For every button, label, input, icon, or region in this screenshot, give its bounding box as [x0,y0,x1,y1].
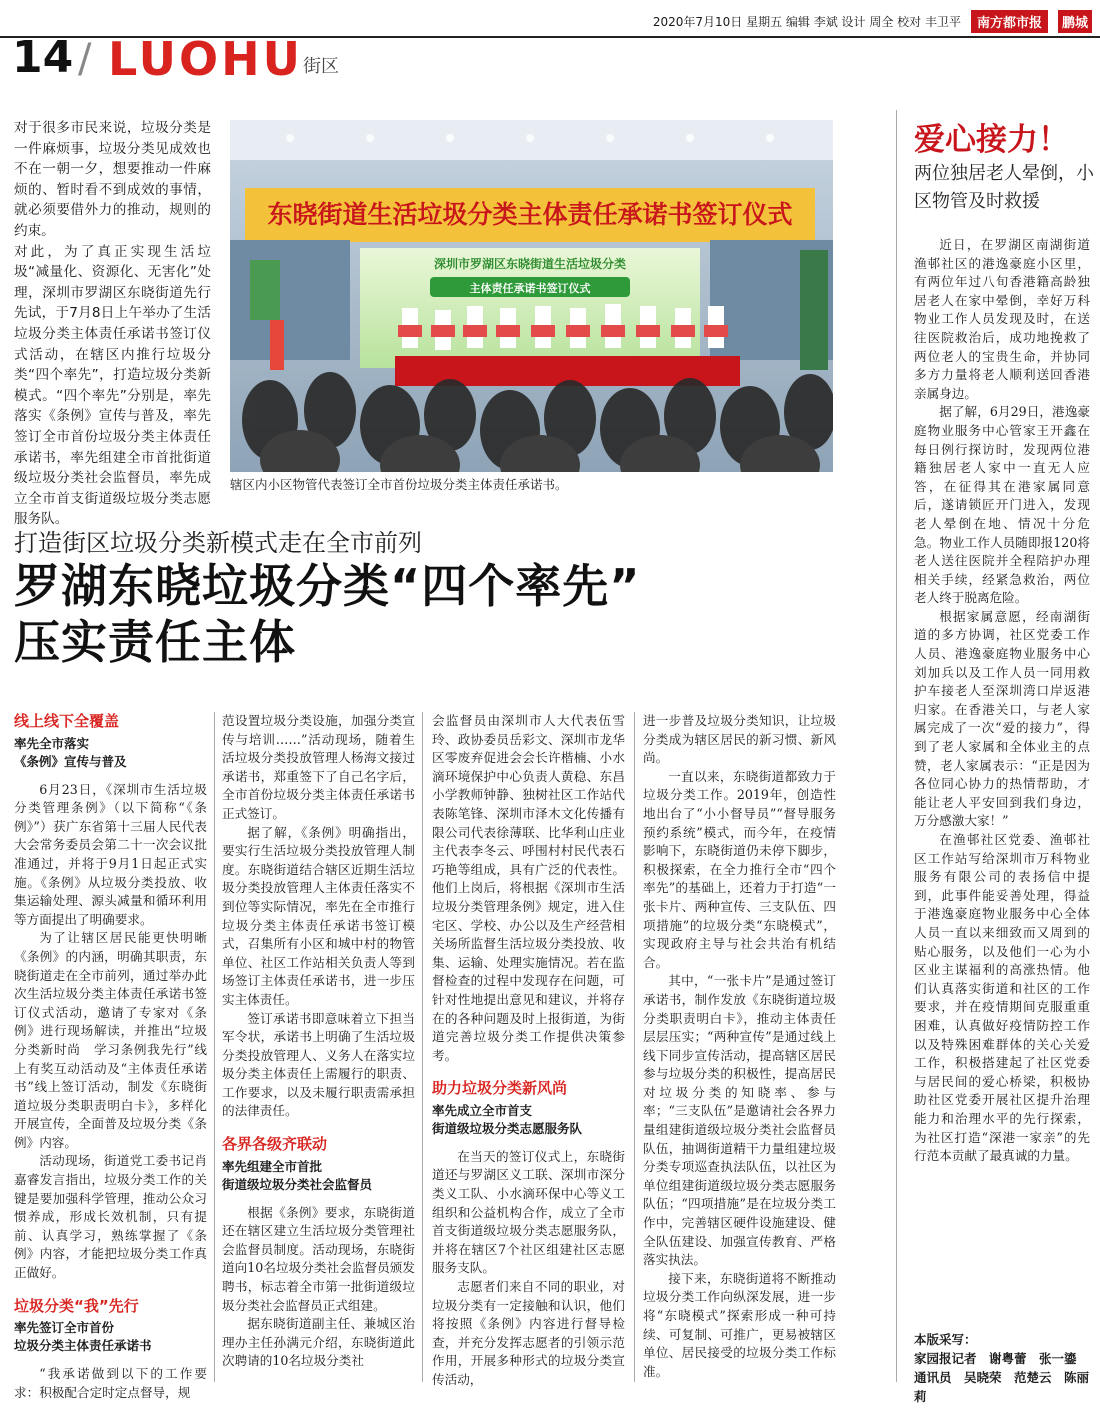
subheading-desc-line: 率先签订全市首份 [14,1320,115,1336]
sub-brand-logo: 鹏城 [1058,10,1092,33]
body-paragraph: 为了让辖区居民能更快明晰《条例》的内涵，明确其职责，东晓街道走在全市前列，通过举办此次生活垃圾分类主体责任承诺书签订仪式活动，邀请了专家对《条例》进行现场解读，并推出“垃圾分类新时尚 学习条例我先行”线上有奖互动活动及“主体责任承诺书”线上签订活动，制发《东晓街道垃圾分类职责明白卡》，多样化开展宣传，全面普及垃圾分类《条例》内容。 [14,930,207,1150]
body-paragraph: 其中，“一张卡片”是通过签订承诺书，制作发放《东晓街道垃圾分类职责明白卡》，推动主体责任层层压实；“两种宣传”是通过线上线下同步宣传活动，提高辖区居民参与垃圾分类的积极性，提高居民对垃圾分类的知晓率、参与率；“三支队伍”是邀请社会各界力量组建街道级垃圾分类社会监督员队伍，抽调街道精干力量组建垃圾分类专项巡查执法队伍，以社区为单位组建街道级垃圾分类志愿服务队伍；“四项措施”是在垃圾分类工作中，完善辖区硬件设施建设、健全队伍建设、加强宣传教育、严格落实执法。 [643,973,836,1268]
subheading-desc-line: 《条例》宣传与普及 [14,753,127,769]
body-paragraph: 会监督员由深圳市人大代表伍雪玲、政协委员岳彩文、深圳市龙华区零废弃促进会会长许楷楠、小水滴环境保护中心负责人黄稳、东昌小学教师钟静、独树社区工作站代表陈笔锋、深圳市泽木文化传播有限公司代表徐薄联、比华利山庄业主代表李冬云、呼围村村民代表石巧艳等组成，具有广泛的代表性。他们上岗后，将根据《深圳市生活垃圾分类管理条例》规定，进入住宅区、学校、办公以及生产经营相关场所监督生活垃圾分类投放、收集、运输、处理实施情况。若在监督检查的过程中发现存在问题，可针对性地提出意见和建议，并将存在的各种问题及时上报街道，为街道完善垃圾分类工作提供决策参考。 [432,713,625,1063]
column-divider [634,712,635,1382]
article-column-3 [432,712,625,1390]
body-paragraph: 据了解，6月29日，港逸豪庭物业服务中心管家王开鑫在每日例行探访时，发现两位港籍独居老人家中一直无人应答，在征得其在港家属同意后，遂请锁匠开门进入，发现老人晕倒在地、情况十分危急。物业工作人员随即报120将老人送往医院并全程陪护办理相关手续，经紧急救治，两位老人终于脱离危险。 [914,404,1090,606]
headline-line-2: 压实责任主体 [14,615,296,669]
body-paragraph: 近日，在罗湖区南湖街道渔邨社区的港逸豪庭小区里，有两位年过八旬香港籍高龄独居老人在家中晕倒，幸好万科物业工作人员发现及时，在送往医院救治后，成功地挽救了两位老人的宝贵生命，并协同多方力量将老人顺利送回香港亲属身边。 [914,237,1090,401]
subheading-desc [14,735,207,771]
event-photo [230,120,833,472]
credits [914,1330,1100,1406]
body-paragraph: 根据《条例》要求，东晓街道还在辖区建立生活垃圾分类管理社会监督员制度。活动现场，东晓街道向10名垃圾分类社会监督员颁发聘书，标志着全市第一批街道级垃圾分类社会监督员正式组建。 [222,1204,415,1313]
column-divider [422,712,423,1382]
page-number: 14 [12,32,74,83]
article-column-1 [14,712,207,1402]
section-tag: 街区 [303,56,339,77]
subheading-desc-line: 街道级垃圾分类社会监督员 [222,1176,373,1192]
section-title: LUOHU [108,32,303,86]
body-paragraph: “我承诺做到以下的工作要求：积极配合定时定点督导，规 [14,1366,207,1400]
screen-line-1: 深圳市罗湖区东晓街道生活垃圾分类 [433,257,627,271]
body-paragraph: 范设置垃圾分类设施，加强分类宣传与培训……”活动现场，随着生活垃圾分类投放管理人杨海文接过承诺书，郑重签下了自己名字后，全市首份垃圾分类主体责任承诺书正式签订。 [222,713,415,821]
credits-label: 本版采写： [914,1332,977,1347]
subheading-desc-line: 率先全市落实 [14,735,90,751]
body-paragraph: 在当天的签订仪式上，东晓街道还与罗湖区义工联、深圳市深分类义工队、小水滴环保中心等义工组织和公益机构合作，成立了全市首支街道级垃圾分类志愿服务队，并将在辖区7个社区组建社区志愿服务支队。 [432,1148,625,1276]
subheading-desc [432,1102,625,1138]
body-paragraph: 据了解，《条例》明确指出，要实行生活垃圾分类投放管理人制度。东晓街道结合辖区近期生活垃圾分类投放管理人主体责任落实不到位等实际情况，率先在全市推行垃圾分类主体责任承诺书签订模式，召集所有小区和城中村的物管单位、社区工作站相关负责人等到场签订主体责任承诺书，进一步压实主体责任。 [222,824,415,1007]
newspaper-logo: 南方都市报 [971,10,1048,33]
sidebar-article [914,236,1090,1166]
sidebar-headline: 爱心接力！ [914,122,1069,158]
body-paragraph: 活动现场，街道党工委书记肖嘉睿发言指出，垃圾分类工作的关键是要加强科学管理，推动公众习惯养成，形成长效机制，只有提前、认真学习，熟练掌握了《条例》内容，才能把垃圾分类工作真正做好。 [14,1153,207,1281]
article-column-4 [643,712,836,1381]
page-slash: / [78,36,92,82]
body-paragraph: 一直以来，东晓街道都致力于垃圾分类工作。2019年，创造性地出台了“小小督导员”“督导服务预约系统”模式，而今年，在疫情影响下，东晓街道仍未停下脚步，积极探索，在全力推行全市“四个率先”的基础上，还着力于打造“一张卡片、两种宣传、三支队伍、四项措施”的垃圾分类“东晓模式”，实现政府主导与社会共治有机结合。 [643,768,836,970]
subheading-desc-line: 垃圾分类主体责任承诺书 [14,1338,152,1354]
lead-paragraph: 对于很多市民来说，垃圾分类是一件麻烦事，垃圾分类见成效也不在一朝一夕，想要推动一件麻烦的、暂时看不到成效的事情，就必须要借外力的推动，规则的约束。 [14,120,211,239]
body-paragraph: 在渔邨社区党委、渔邨社区工作站写给深圳市万科物业服务有限公司的表扬信中提到，此事件能妥善处理，得益于港逸豪庭物业服务中心全体人员一直以来细致而又周到的贴心服务，以及他们一心为小区业主谋福利的高涨热情。他们认真落实街道和社区的工作要求，并在疫情期间克服重重困难，认真做好疫情防控工作以及特殊困难群体的关心关爱工作，积极搭建起了社区党委与居民间的爱心桥梁，积极协助社区党委开展社区提升治理能力和治理水平的先行探索，为社区打造“深港一家亲”的先行范本贡献了最真诚的力量。 [914,832,1090,1164]
subheading-desc-line: 街道级垃圾分类志愿服务队 [432,1120,583,1136]
banner-text: 东晓街道生活垃圾分类主体责任承诺书签订仪式 [267,200,793,229]
event-photo-illustration [230,120,833,472]
body-paragraph: 6月23日，《深圳市生活垃圾分类管理条例》（以下简称“《条例》”）获广东省第十三届人民代表大会常务委员会第二十一次会议批准通过，并将于9月1日起正式实施。《条例》从垃圾分类投放、收集运输处理、源头减量和循环利用等方面提出了明确要求。 [14,781,207,927]
subheading-desc-line: 率先成立全市首支 [432,1102,533,1118]
subheading-desc-line: 率先组建全市首批 [222,1158,323,1174]
headline-line-1: 罗湖东晓垃圾分类“四个率先” [14,559,641,613]
sidebar-subheadline: 两位独居老人晕倒，小区物管及时救援 [914,163,1094,212]
subheading: 各界各级齐联动 [222,1135,328,1154]
column-divider [214,712,215,1382]
body-paragraph: 志愿者们来自不同的职业，对垃圾分类有一定接触和认识，他们将按照《条例》内容进行督导检查，并充分发挥志愿者的引领示范作用，开展多种形式的垃圾分类宣传活动， [432,1279,625,1387]
lead-paragraph: 对此，为了真正实现生活垃圾“减量化、资源化、无害化”处理，深圳市罗湖区东晓街道先行先试，于7月8日上午举办了生活垃圾分类主体责任承诺书签订仪式活动，在辖区内推行垃圾分类“四个率先”，打造垃圾分类新模式。“四个率先”分别是，率先落实《条例》宣传与普及，率先签订全市首份垃圾分类主体责任承诺书，率先组建全市首批街道级垃圾分类社会监督员，率先成立全市首支街道级垃圾分类志愿服务队。 [14,243,211,528]
headline-kicker: 打造街区垃圾分类新模式走在全市前列 [14,529,422,557]
date-line: 2020年7月10日 星期五 编辑 李斌 设计 周全 校对 丰卫平 [652,15,961,29]
article-column-2 [222,712,415,1371]
sidebar-divider [896,110,897,1382]
body-paragraph: 据东晓街道副主任、兼城区治理办主任孙满元介绍，东晓街道此次聘请的10名垃圾分类社 [222,1316,415,1369]
screen-line-2: 主体责任承诺书签订仪式 [469,282,591,295]
headline [14,558,640,670]
credits-correspondents: 通讯员 吴晓荣 范楚云 陈丽莉 [914,1370,1090,1404]
body-paragraph: 进一步普及垃圾分类知识，让垃圾分类成为辖区居民的新习惯、新风尚。 [643,713,836,766]
subheading: 垃圾分类“我”先行 [14,1296,139,1315]
body-paragraph: 接下来，东晓街道将不断推动垃圾分类工作向纵深发展，进一步将“东晓模式”探索形成一种可持续、可复制、可推广，更易被辖区单位、居民接受的垃圾分类工作标准。 [643,1270,836,1379]
photo-caption: 辖区内小区物管代表签订全市首份垃圾分类主体责任承诺书。 [230,477,568,492]
body-paragraph: 签订承诺书即意味着立下担当军令状，承诺书上明确了生活垃圾分类投放管理人、义务人在落实垃圾分类主体责任上需履行的职责、工作要求，以及未履行职责需承担的法律责任。 [222,1010,415,1119]
subheading-desc [14,1319,207,1355]
body-paragraph: 根据家属意愿，经南湖街道的多方协调，社区党委工作人员、港逸豪庭物业服务中心刘加兵以及工作人员一同用救护车接老人至深圳湾口岸返港归家。在香港关口，与老人家属完成了一次“爱的接力”，得到了老人家属和全体业主的点赞，老人家属表示：“正是因为各位同心协力的热情帮助，才能让老人平安回到我们身边，万分感激大家！” [914,608,1090,829]
lead-text [14,118,211,530]
subheading-desc [222,1158,415,1194]
credits-reporters: 家园报记者 谢粤蕾 张一鎏 [914,1351,1077,1366]
subheading: 线上线下全覆盖 [14,712,120,730]
masthead-info [653,10,1092,33]
subheading: 助力垃圾分类新风尚 [432,1079,568,1098]
